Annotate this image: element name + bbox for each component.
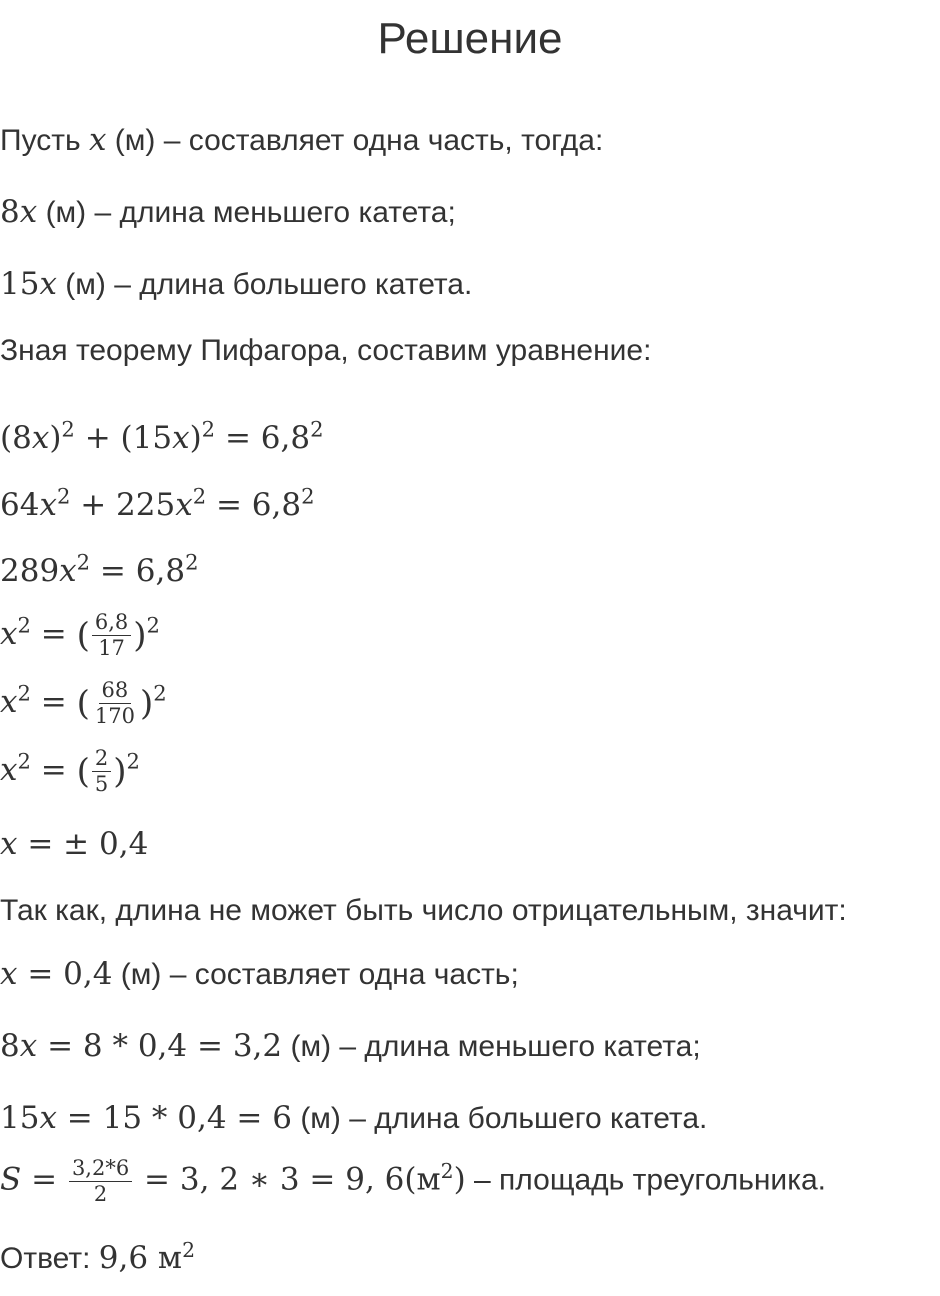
eq4-var: x: [0, 616, 18, 652]
result-3: [0, 1100, 707, 1137]
big-leg-text: – длина большего катета.: [114, 268, 473, 301]
big-leg-line: [0, 266, 472, 303]
eq2-exp2: 2: [192, 483, 207, 509]
res1-var: x: [0, 956, 18, 992]
area-close: ): [453, 1161, 466, 1198]
area-exp: 2: [440, 1159, 454, 1184]
eq1-close2: ): [189, 420, 202, 456]
intro-prefix: Пусть: [0, 124, 81, 157]
eq4-exp: 2: [17, 612, 31, 638]
intro-line: [0, 122, 603, 159]
equation-2: [0, 483, 315, 523]
eq6-var: x: [0, 752, 18, 788]
eq6-open: (: [76, 751, 90, 792]
res2-var: x: [19, 1028, 38, 1064]
answer-line: [0, 1237, 196, 1277]
eq5-num: 68: [99, 680, 132, 704]
res1-text: (м) – составляет одна часть;: [112, 958, 519, 991]
answer-exp: 2: [182, 1237, 196, 1262]
eq2-rhs: = 6,8: [206, 487, 302, 523]
equation-6: [0, 748, 140, 795]
eq5-exp: 2: [17, 680, 31, 706]
eq5-var: x: [0, 684, 18, 720]
area-eq: =: [21, 1161, 67, 1198]
small-leg-line: [0, 194, 456, 231]
area-fraction: [69, 1158, 132, 1205]
negative-note: Так как, длина не может быть число отрицательным, значит:: [0, 894, 847, 927]
answer-label: Ответ:: [0, 1242, 99, 1275]
eq3-exp2: 2: [185, 549, 199, 575]
result-1: [0, 956, 519, 993]
intro-var: x: [88, 122, 107, 158]
res1-rhs: = 0,4: [17, 956, 113, 992]
eq1-part: (8: [0, 420, 32, 456]
small-leg-var: x: [19, 194, 38, 230]
small-leg-coef: 8: [0, 194, 20, 230]
eq5-close: ): [139, 683, 154, 724]
big-leg-unit: (м): [65, 268, 106, 301]
eq5-open: (: [76, 683, 90, 724]
eq1-rhs: = 6,8: [215, 420, 311, 456]
equation-3: [0, 549, 199, 589]
area-rhs: = 3, 2 ∗ 3 = 9, 6(м: [134, 1161, 441, 1198]
res3-rhs: = 15 * 0,4 = 6: [56, 1100, 292, 1136]
eq1-exp2: 2: [201, 416, 216, 442]
res3-text: (м) – длина большего катета.: [291, 1102, 708, 1135]
eq4-exp2: 2: [146, 612, 160, 638]
eq4-open: (: [76, 615, 90, 656]
pythagoras-note: Зная теорему Пифагора, составим уравнение:: [0, 334, 652, 367]
eq5-eq: =: [30, 684, 77, 720]
res2-text: (м) – длина меньшего катета;: [282, 1030, 701, 1063]
eq7-rhs: = ± 0,4: [17, 826, 149, 862]
eq1-exp: 2: [61, 416, 75, 442]
eq6-fraction: [92, 748, 111, 795]
eq2-exp3: 2: [301, 483, 315, 509]
eq5-fraction: [92, 680, 138, 727]
small-leg-text: – длина меньшего катета;: [94, 196, 456, 229]
eq6-den: 5: [94, 772, 109, 796]
equation-4: [0, 612, 160, 659]
eq7-var: x: [0, 826, 18, 862]
eq2-var2: x: [175, 487, 193, 523]
eq1-var: x: [31, 420, 50, 456]
big-leg-coef: 15: [0, 266, 40, 302]
res3-coef: 15: [0, 1100, 40, 1136]
result-2: [0, 1028, 701, 1065]
answer-value: 9,6 м: [98, 1240, 183, 1276]
big-leg-var: x: [39, 266, 57, 302]
eq6-eq: =: [30, 752, 77, 788]
area-line: [0, 1158, 826, 1205]
eq3-rhs: = 6,8: [90, 553, 186, 589]
area-num: 3,2*6: [69, 1158, 132, 1182]
intro-text: – составляет одна часть, тогда:: [163, 124, 604, 157]
eq4-num: 6,8: [92, 612, 131, 636]
eq4-fraction: [92, 612, 131, 659]
area-den: 2: [93, 1182, 108, 1206]
area-var: S: [0, 1161, 22, 1198]
equation-7: [0, 826, 148, 862]
eq6-close: ): [113, 751, 127, 792]
small-leg-unit: (м): [45, 196, 87, 229]
eq5-exp2: 2: [153, 680, 167, 706]
eq6-exp: 2: [17, 748, 31, 774]
eq2-exp: 2: [56, 483, 71, 509]
eq1-exp3: 2: [310, 416, 324, 442]
intro-unit: (м): [114, 124, 156, 157]
equation-5: [0, 680, 167, 727]
eq1-var2: x: [172, 420, 190, 456]
res2-rhs: = 8 * 0,4 = 3,2: [37, 1028, 283, 1064]
eq1-close: ): [49, 420, 62, 456]
eq6-exp2: 2: [126, 748, 140, 774]
eq3-part: 289: [0, 553, 60, 589]
eq5-den: 170: [94, 704, 135, 728]
res2-coef: 8: [0, 1028, 20, 1064]
area-text: – площадь треугольника.: [465, 1163, 826, 1197]
eq2-var: x: [39, 487, 57, 523]
equation-1: [0, 416, 324, 456]
eq3-exp: 2: [76, 549, 91, 575]
page-title: Решение: [377, 14, 563, 63]
eq3-var: x: [59, 553, 77, 589]
eq6-num: 2: [92, 748, 111, 772]
eq2-plus: + 225: [70, 487, 176, 523]
eq4-den: 17: [98, 636, 125, 660]
eq1-plus: + (15: [74, 420, 173, 456]
res3-var: x: [39, 1100, 57, 1136]
eq4-eq: =: [30, 616, 77, 652]
eq2-part: 64: [0, 487, 40, 523]
eq4-close: ): [133, 615, 147, 656]
